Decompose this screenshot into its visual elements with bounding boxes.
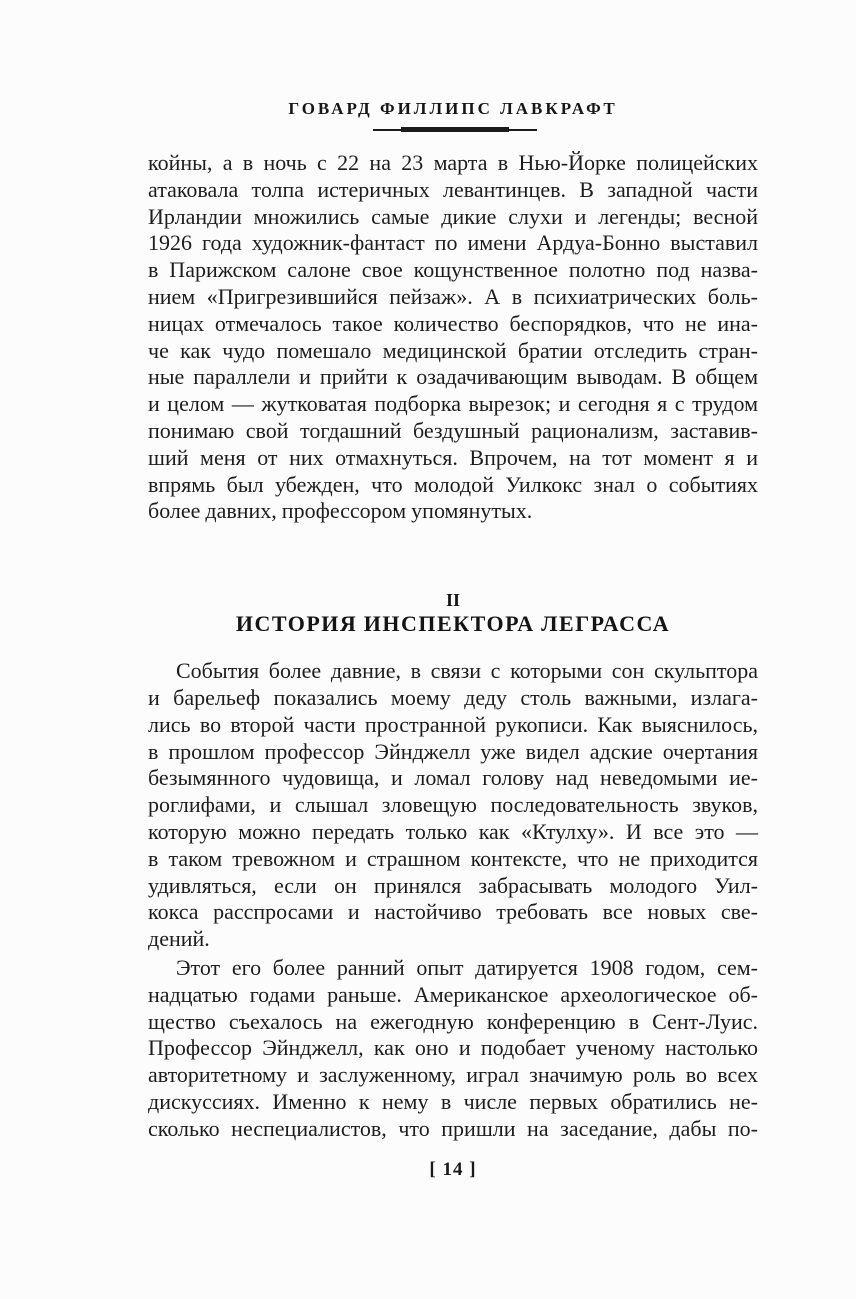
text-line: События более давние, в связи с которыми сон скульптора [176, 658, 758, 684]
header-rule-thick-bar [401, 127, 509, 132]
text-line: атаковала толпа истеричных левантинцев. В западной части [148, 176, 758, 202]
text-line: Этот его более ранний опыт датируется 1908 годом, сем- [176, 954, 758, 980]
running-head: ГОВАРД ФИЛЛИПС ЛАВКРАФТ [288, 99, 618, 118]
page-number: [ 14 ] [429, 1159, 477, 1180]
text-line: ные параллели и прийти к озадачивающим выводам. В общем [148, 364, 758, 390]
text-line: ший меня от них отмахнуться. Впрочем, на тот момент я и [148, 444, 758, 470]
text-line: и целом — жутковатая подборка вырезок; и сегодня я с трудом [148, 391, 758, 417]
paragraph [148, 658, 758, 953]
header-rule-ornament [373, 126, 537, 133]
text-line: безымянного чудовища, и ломал голову над неведомыми ие- [148, 765, 758, 791]
text-line: ницах отмечалось такое количество беспорядков, что не ина- [148, 310, 758, 336]
text-line: удивляться, если он принялся забрасывать молодого Уил- [148, 872, 758, 898]
text-line: в прошлом профессор Эйнджелл уже видел адские очертания [148, 738, 758, 764]
text-line: лись во второй части пространной рукописи. Как выяснилось, [148, 711, 758, 737]
section-heading [148, 589, 758, 637]
text-line: сколько неспециалистов, что пришли на заседание, дабы по- [148, 1115, 758, 1141]
text-line: кокса расспросами и настойчиво требовать все новых све- [148, 899, 758, 925]
text-line: дискуссиях. Именно к нему в числе первых обратились не- [148, 1088, 758, 1114]
section-number: II [445, 590, 460, 611]
body-text [148, 150, 758, 1143]
text-line: понимаю свой тогдашний бездушный рационализм, заставив- [148, 417, 758, 443]
text-line: Профессор Эйнджелл, как оно и подобает ученому настолько [148, 1035, 758, 1061]
text-line: щество съехалось на ежегодную конференцию в Сент-Луис. [148, 1008, 758, 1034]
text-line: надцатью годами раньше. Американское археологическое об- [148, 981, 758, 1007]
text-line: 1926 года художник-фантаст по имени Ардуа-Бонно выставил [148, 230, 758, 256]
text-line: Ирландии множились самые дикие слухи и легенды; весной [148, 203, 758, 229]
text-line: койны, а в ночь с 22 на 23 марта в Нью-Йорке полицейских [148, 150, 758, 175]
text-line: дений. [148, 926, 210, 952]
text-line: нием «Пригрезившийся пейзаж». А в психиатрических боль- [148, 283, 758, 309]
text-line: впрямь был убежден, что молодой Уилкокс знал о событиях [148, 471, 758, 497]
text-line: авторитетному и заслуженному, играл значимую роль во всех [148, 1062, 758, 1088]
text-line: в таком тревожном и страшном контексте, что не приходится [148, 845, 758, 871]
section-title: ИСТОРИЯ ИНСПЕКТОРА ЛЕГРАССА [235, 611, 671, 637]
text-line: более давних, профессором упомянутых. [148, 498, 533, 524]
text-line: которую можно передать только как «Ктулху». И все это — [148, 818, 758, 844]
text-line: и барельеф показались моему деду столь важными, излага- [148, 684, 758, 710]
text-line: в Парижском салоне свое кощунственное полотно под назва- [148, 257, 758, 283]
text-line: роглифами, и слышал зловещую последовательность звуков, [148, 792, 758, 818]
text-line: че как чудо помешало медицинской братии отследить стран- [148, 337, 758, 363]
paragraph [148, 150, 758, 525]
paragraph [148, 955, 758, 1143]
